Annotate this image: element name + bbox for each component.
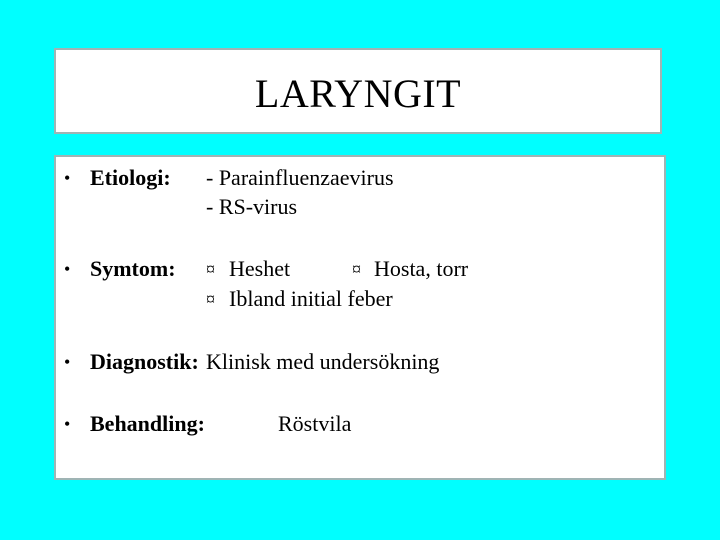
symtom-item-feber: Ibland initial feber: [229, 286, 393, 311]
etiologi-line-1: - Parainfluenzaevirus: [206, 165, 394, 190]
symtom-item-heshet: Heshet: [229, 256, 291, 281]
symtom-item-hosta: Hosta, torr: [374, 256, 469, 281]
etiologi-label: Etiologi:: [90, 165, 171, 190]
symtom-label: Symtom:: [90, 256, 176, 281]
behandling-text: Röstvila: [278, 411, 352, 436]
diagnostik-text: Klinisk med undersökning: [206, 349, 440, 374]
bullet-symtom: •: [64, 259, 71, 279]
slide-title: LARYNGIT: [254, 71, 462, 116]
bullet-etiologi: •: [64, 168, 71, 188]
symtom-marker-2: ¤: [352, 259, 361, 279]
behandling-label: Behandling:: [90, 411, 205, 436]
diagnostik-label: Diagnostik:: [90, 349, 199, 374]
bullet-behandling: •: [64, 414, 71, 434]
title-panel: [54, 48, 662, 134]
etiologi-line-2: - RS-virus: [206, 194, 298, 219]
bullet-diagnostik: •: [64, 352, 71, 372]
content-panel: [54, 155, 666, 480]
symtom-marker-1: ¤: [206, 259, 215, 279]
symtom-marker-3: ¤: [206, 289, 215, 309]
